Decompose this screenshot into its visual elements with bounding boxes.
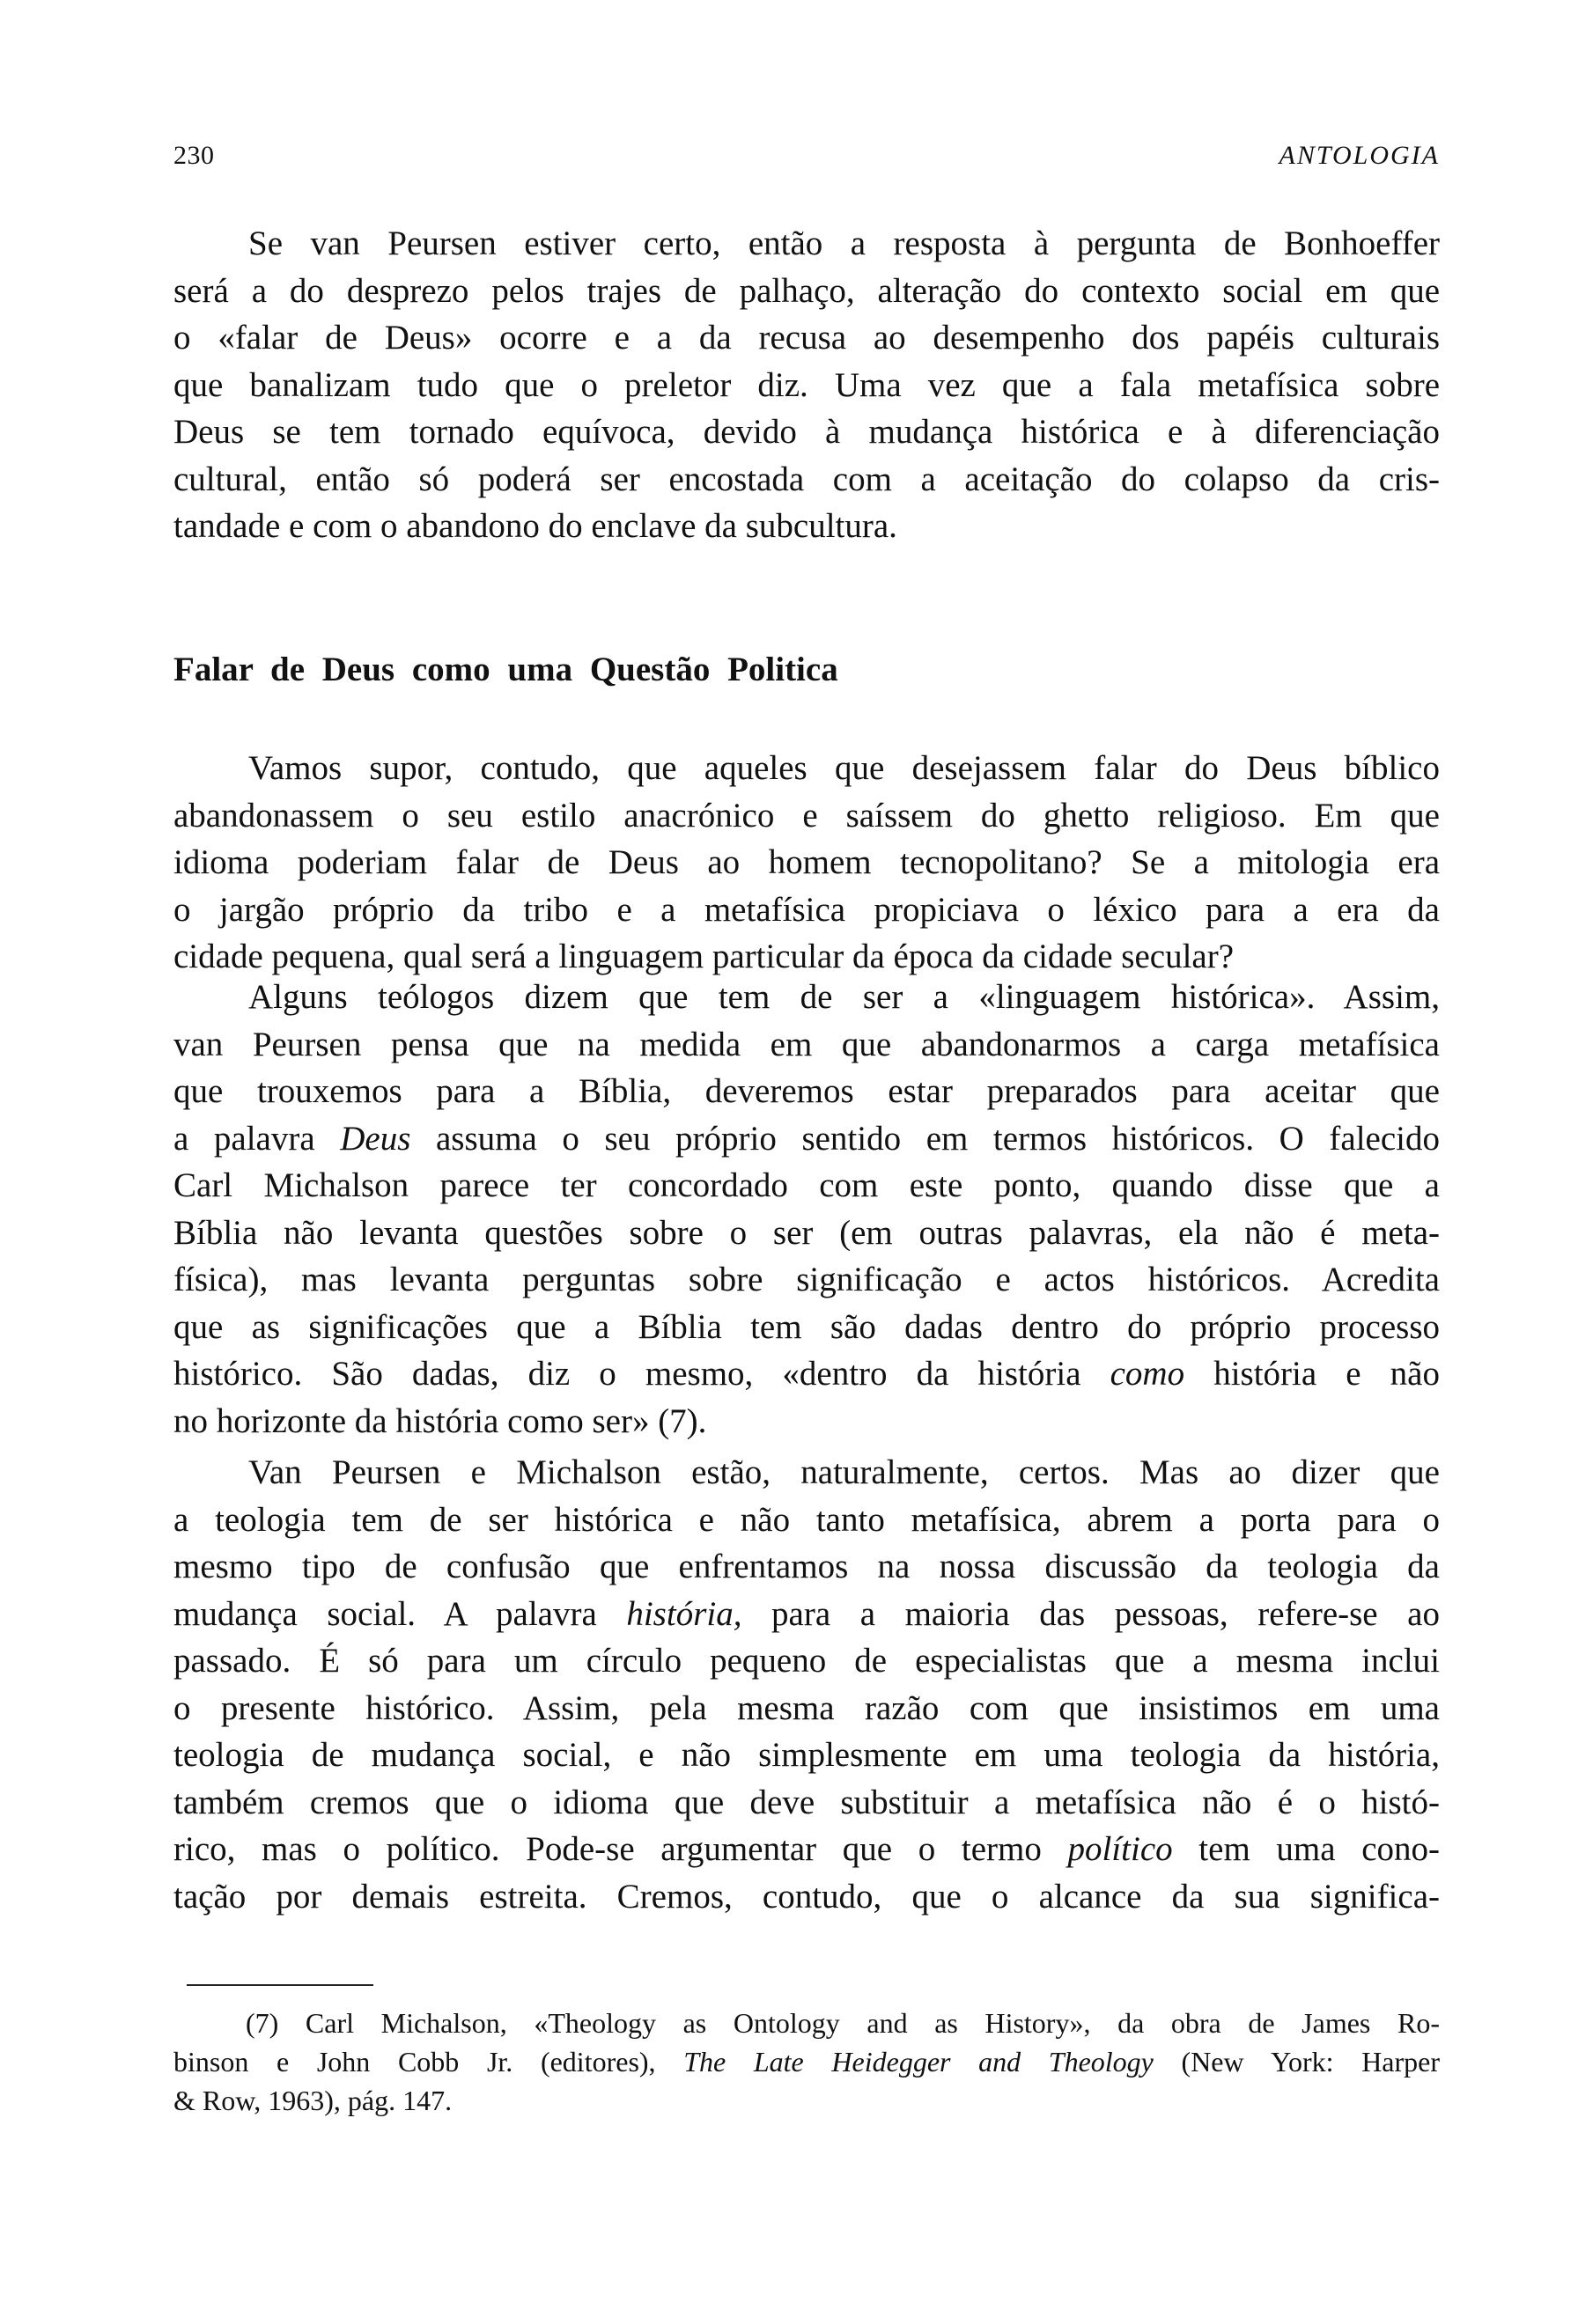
text-line: o presente histórico. Assim, pela mesma razão com que insistimos em uma	[173, 1688, 1440, 1727]
paragraph	[173, 220, 1440, 550]
paragraph	[173, 974, 1440, 1445]
text-line: rico, mas o político. Pode-se argumentar que o termo político tem uma cono-	[173, 1830, 1440, 1868]
text-line: física), mas levanta perguntas sobre significação e actos históricos. Acredita	[173, 1261, 1440, 1298]
section-heading: Falar de Deus como uma Questão Politica	[173, 651, 838, 688]
paragraph	[173, 1449, 1440, 1920]
text-line: no horizonte da história como ser» (7).	[173, 1401, 707, 1440]
text-line: Vamos supor, contudo, que aqueles que desejassem falar do Deus bíblico	[248, 749, 1440, 787]
footnote-rule	[187, 1984, 373, 1986]
text-line: que as significações que a Bíblia tem são dadas dentro do próprio processo	[173, 1307, 1440, 1346]
text-line: também cremos que o idioma que deve substituir a metafísica não é o histó-	[173, 1783, 1440, 1821]
footnote	[173, 2004, 1440, 2120]
text-line: a teologia tem de ser histórica e não tanto metafísica, abrem a porta para o	[173, 1500, 1440, 1539]
emphasis: como	[1110, 1355, 1185, 1393]
text-line: a palavra Deus assuma o seu próprio sentido em termos históricos. O falecido	[173, 1119, 1440, 1158]
text-line: Bíblia não levanta questões sobre o ser (em outras palavras, ela não é meta-	[173, 1213, 1440, 1252]
text-line: histórico. São dadas, diz o mesmo, «dentro da história como história e não	[173, 1355, 1440, 1393]
text-line: cultural, então só poderá ser encostada com a aceitação do colapso da cris-	[173, 460, 1440, 498]
running-title: ANTOLOGIA	[1279, 141, 1440, 170]
text-line: que trouxemos para a Bíblia, deveremos estar preparados para aceitar que	[173, 1072, 1440, 1110]
text-line: mudança social. A palavra história, para a maioria das pessoas, refere-se ao	[173, 1594, 1440, 1633]
text-line: o jargão próprio da tribo e a metafísica propiciava o léxico para a era da	[173, 890, 1440, 929]
paragraph	[173, 745, 1440, 981]
text-line: & Row, 1963), pág. 147.	[173, 2085, 453, 2116]
emphasis: história,	[626, 1594, 742, 1633]
text-line: Deus se tem tornado equívoca, devido à mudança histórica e à diferenciação	[173, 413, 1440, 451]
emphasis: Deus	[340, 1119, 411, 1158]
text-line: Se van Peursen estiver certo, então a resposta à pergunta de Bonhoeffer	[248, 224, 1440, 262]
text-line: van Peursen pensa que na medida em que abandonarmos a carga metafísica	[173, 1025, 1440, 1063]
emphasis: The Late Heidegger and Theology	[683, 2046, 1154, 2078]
text-line: Van Peursen e Michalson estão, naturalmente, certos. Mas ao dizer que	[248, 1453, 1440, 1491]
page-number: 230	[173, 141, 215, 170]
text-line: será a do desprezo pelos trajes de palhaço, alteração do contexto social em que	[173, 271, 1440, 310]
text-line: abandonassem o seu estilo anacrónico e saíssem do ghetto religioso. Em que	[173, 796, 1440, 835]
text-line: mesmo tipo de confusão que enfrentamos na nossa discussão da teologia da	[173, 1548, 1440, 1585]
text-line: Alguns teólogos dizem que tem de ser a «linguagem histórica». Assim,	[248, 978, 1440, 1016]
running-head	[173, 141, 1440, 171]
text-line: Carl Michalson parece ter concordado com este ponto, quando disse que a	[173, 1166, 1440, 1204]
text-line: tação por demais estreita. Cremos, contudo, que o alcance da sua significa-	[173, 1877, 1440, 1916]
text-line: que banalizam tudo que o preletor diz. Uma vez que a fala metafísica sobre	[173, 365, 1440, 404]
text-line: (7) Carl Michalson, «Theology as Ontology and as History», da obra de James Ro-	[246, 2007, 1440, 2039]
text-line: tandade e com o abandono do enclave da subcultura.	[173, 507, 897, 545]
text-line: o «falar de Deus» ocorre e a da recusa ao desempenho dos papéis culturais	[173, 319, 1440, 357]
text-line: cidade pequena, qual será a linguagem particular da época da cidade secular?	[173, 938, 1235, 975]
text-line: idioma poderiam falar de Deus ao homem tecnopolitano? Se a mitologia era	[173, 843, 1440, 881]
emphasis: político	[1067, 1830, 1173, 1868]
text-line: teologia de mudança social, e não simplesmente em uma teologia da história,	[173, 1736, 1440, 1774]
text-line: binson e John Cobb Jr. (editores), The Late Heidegger and Theology (New York: Harper	[173, 2046, 1441, 2078]
text-line: passado. É só para um círculo pequeno de especialistas que a mesma inclui	[173, 1642, 1440, 1680]
